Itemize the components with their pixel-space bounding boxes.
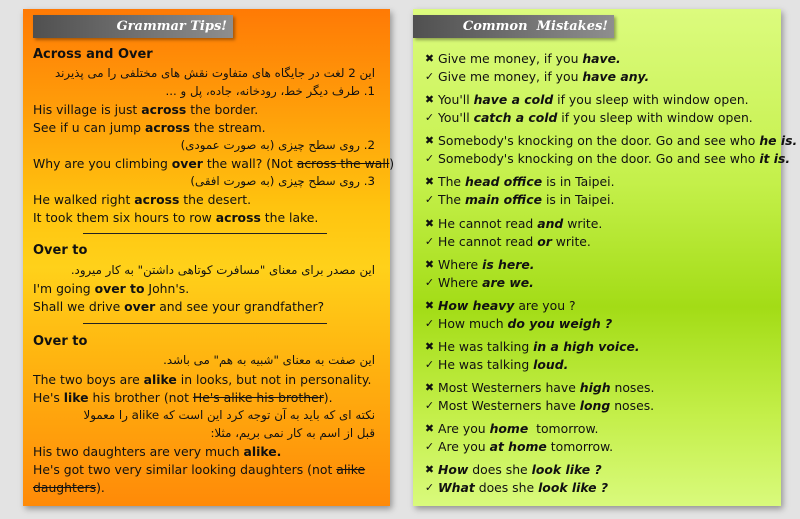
check-icon: ✓	[424, 193, 435, 206]
check-icon: ✓	[424, 440, 435, 453]
correct-sentence: ✓ Give me money, if you have any.	[424, 69, 650, 84]
wrong-sentence: ✖ You'll have a cold if you sleep with window open.	[424, 92, 749, 107]
example-sentence: He's like his brother (not He's alike his brother).	[33, 390, 333, 405]
correct-sentence: ✓ He cannot read or write.	[424, 234, 591, 249]
cross-icon: ✖	[424, 340, 435, 353]
cross-icon: ✖	[424, 52, 435, 65]
example-sentence: He walked right across the desert.	[33, 192, 252, 207]
example-sentence: Why are you climbing over the wall? (Not across the wall)	[33, 156, 395, 171]
wrong-sentence: ✖ Where is here.	[424, 257, 535, 272]
section-heading-alike: Over to	[33, 334, 88, 349]
grammar-tips-panel	[23, 9, 395, 506]
correct-sentence: ✓ Most Westerners have long noses.	[424, 398, 655, 413]
wrong-sentence: ✖ He was talking in a high voice.	[424, 339, 640, 354]
persian-note: این مصدر برای معنای "مسافرت کوتاهی داشتن" به کار میرود.	[70, 263, 375, 277]
example-sentence: His village is just across the border.	[33, 102, 259, 117]
cross-icon: ✖	[424, 134, 435, 147]
check-icon: ✓	[424, 399, 435, 412]
wrong-sentence: ✖ Give me money, if you have.	[424, 51, 621, 66]
cross-icon: ✖	[424, 299, 435, 312]
wrong-sentence: ✖ Are you home tomorrow.	[424, 421, 599, 436]
cross-icon: ✖	[424, 422, 435, 435]
persian-note: نکته ای که باید به آن توجه کرد این است که alike را معمولا	[83, 408, 375, 422]
divider	[83, 233, 327, 234]
wrong-sentence: ✖ How does she look like ?	[424, 462, 602, 477]
persian-note: این 2 لغت در جایگاه های متفاوت نقش های مختلفی را می پذیرند	[54, 66, 375, 80]
check-icon: ✓	[424, 481, 435, 494]
wrong-sentence: ✖ How heavy are you ?	[424, 298, 576, 313]
example-sentence: It took them six hours to row across the lake.	[33, 210, 319, 225]
persian-note: 2. روی سطح چیزی (به صورت عمودی)	[180, 138, 375, 152]
common-mistakes-panel	[413, 9, 798, 506]
cross-icon: ✖	[424, 463, 435, 476]
wrong-sentence: ✖ Most Westerners have high noses.	[424, 380, 655, 395]
persian-note: این صفت به معنای "شبیه به هم" می باشد.	[163, 353, 375, 367]
example-sentence: See if u can jump across the stream.	[33, 120, 266, 135]
wrong-sentence: ✖ He cannot read and write.	[424, 216, 603, 231]
check-icon: ✓	[424, 152, 435, 165]
correct-sentence: ✓ He was talking loud.	[424, 357, 569, 372]
example-sentence: daughters).	[33, 480, 105, 495]
persian-note: قبل از اسم به کار نمی بریم، مثلا:	[210, 426, 375, 440]
check-icon: ✓	[424, 235, 435, 248]
check-icon: ✓	[424, 358, 435, 371]
example-sentence: I'm going over to John's.	[33, 281, 190, 296]
wrong-sentence: ✖ The head office is in Taipei.	[424, 174, 615, 189]
correct-sentence: ✓ Where are we.	[424, 275, 534, 290]
cross-icon: ✖	[424, 175, 435, 188]
example-sentence: The two boys are alike in looks, but not in personality.	[33, 372, 372, 387]
example-sentence: Shall we drive over and see your grandfather?	[33, 299, 325, 314]
check-icon: ✓	[424, 276, 435, 289]
example-sentence: His two daughters are very much alike.	[33, 444, 282, 459]
check-icon: ✓	[424, 70, 435, 83]
correct-sentence: ✓ How much do you weigh ?	[424, 316, 613, 331]
common-mistakes-title: Common Mistakes!	[413, 15, 614, 38]
check-icon: ✓	[424, 317, 435, 330]
persian-note: 1. طرف دیگر خط، رودخانه، جاده، پل و ...	[165, 84, 375, 98]
divider	[83, 323, 327, 324]
wrong-sentence: ✖ Somebody's knocking on the door. Go and see who he is.	[424, 133, 798, 148]
section-heading-over-to: Over to	[33, 243, 88, 258]
correct-sentence: ✓ The main office is in Taipei.	[424, 192, 615, 207]
cross-icon: ✖	[424, 381, 435, 394]
cross-icon: ✖	[424, 258, 435, 271]
correct-sentence: ✓ Somebody's knocking on the door. Go and see who it is.	[424, 151, 791, 166]
cross-icon: ✖	[424, 217, 435, 230]
correct-sentence: ✓ Are you at home tomorrow.	[424, 439, 614, 454]
grammar-tips-title: Grammar Tips!	[33, 15, 233, 38]
example-sentence: He's got two very similar looking daughters (not alike	[33, 462, 366, 477]
persian-note: 3. روی سطح چیزی (به صورت افقی)	[190, 174, 375, 188]
cross-icon: ✖	[424, 93, 435, 106]
correct-sentence: ✓ What does she look like ?	[424, 480, 609, 495]
check-icon: ✓	[424, 111, 435, 124]
section-heading-across-over: Across and Over	[33, 47, 153, 62]
correct-sentence: ✓ You'll catch a cold if you sleep with window open.	[424, 110, 753, 125]
